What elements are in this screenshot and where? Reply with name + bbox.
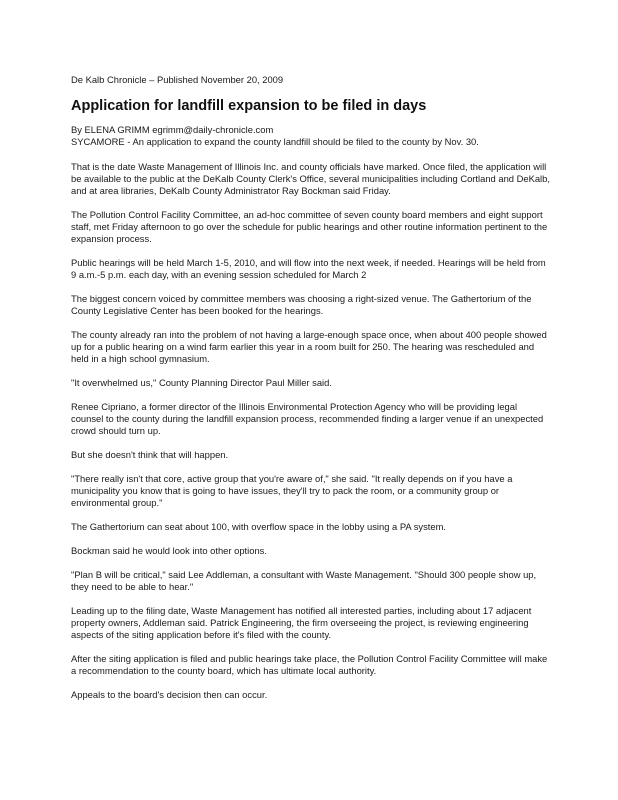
paragraph-6: The county already ran into the problem of not having a large-enough space once, when about 400 people showed up for a public hearing on a wind farm earlier this year in a room built for 250. The hearing was rescheduled and held in a high school gymnasium.: [71, 329, 547, 364]
paragraph-5: The biggest concern voiced by committee members was choosing a right-sized venue. The Gathertorium of the County Legislative Center has been booked for the hearings.: [71, 293, 532, 316]
paragraph-13: "Plan B will be critical," said Lee Addleman, a consultant with Waste Management. "Should 300 people show up, they need to be able to hear.": [71, 569, 537, 592]
paragraph-4: Public hearings will be held March 1-5, 2010, and will flow into the next week, if needed. Hearings will be held from 9 a.m.-5 p.m. each day, with an evening session scheduled for March 2: [71, 257, 546, 280]
headline: Application for landfill expansion to be filed in days: [71, 98, 427, 114]
byline: By ELENA GRIMM egrimm@daily-chronicle.com: [71, 124, 274, 135]
paragraph-3: The Pollution Control Facility Committee, an ad-hoc committee of seven county board members and eight support staff, met Friday afternoon to go over the schedule for public hearings and other routine information pertinent to the expansion process.: [71, 209, 548, 244]
dateline: De Kalb Chronicle – Published November 20, 2009: [71, 74, 284, 85]
paragraph-10: "There really isn't that core, active group that you're aware of," she said. "It really depends on if you have a municipality you know that is going to have issues, they'll try to pack the room, or a community group or environmental group.": [71, 473, 513, 508]
article: [71, 74, 551, 713]
paragraph-1: SYCAMORE - An application to expand the county landfill should be filed to the county by Nov. 30.: [71, 136, 479, 147]
paragraph-12: Bockman said he would look into other options.: [71, 545, 267, 556]
paragraph-2: That is the date Waste Management of Illinois Inc. and county officials have marked. Once filed, the application will be available to the public at the DeKalb County Clerk's Office, several municipalities including Cortland and DeKalb, and at area libraries, DeKalb County Administrator Ray Bockman said Friday.: [71, 161, 550, 196]
paragraph-16: Appeals to the board's decision then can occur.: [71, 689, 268, 700]
paragraph-14: Leading up to the filing date, Waste Management has notified all interested parties, including about 17 adjacent property owners, Addleman said. Patrick Engineering, the firm overseeing the project, is reviewing engineering aspects of the siting application before it's filed with the county.: [71, 605, 532, 640]
paragraph-7: "It overwhelmed us," County Planning Director Paul Miller said.: [71, 377, 332, 388]
paragraph-8: Renee Cipriano, a former director of the Illinois Environmental Protection Agency who will be providing legal counsel to the county during the landfill expansion process, recommended finding a larger venue if an unexpected crowd should turn up.: [71, 401, 544, 436]
paragraph-15: After the siting application is filed and public hearings take place, the Pollution Control Facility Committee will make a recommendation to the county board, which has ultimate local authority.: [71, 653, 548, 676]
paragraph-9: But she doesn't think that will happen.: [71, 449, 229, 460]
paragraph-11: The Gathertorium can seat about 100, with overflow space in the lobby using a PA system.: [71, 521, 447, 532]
